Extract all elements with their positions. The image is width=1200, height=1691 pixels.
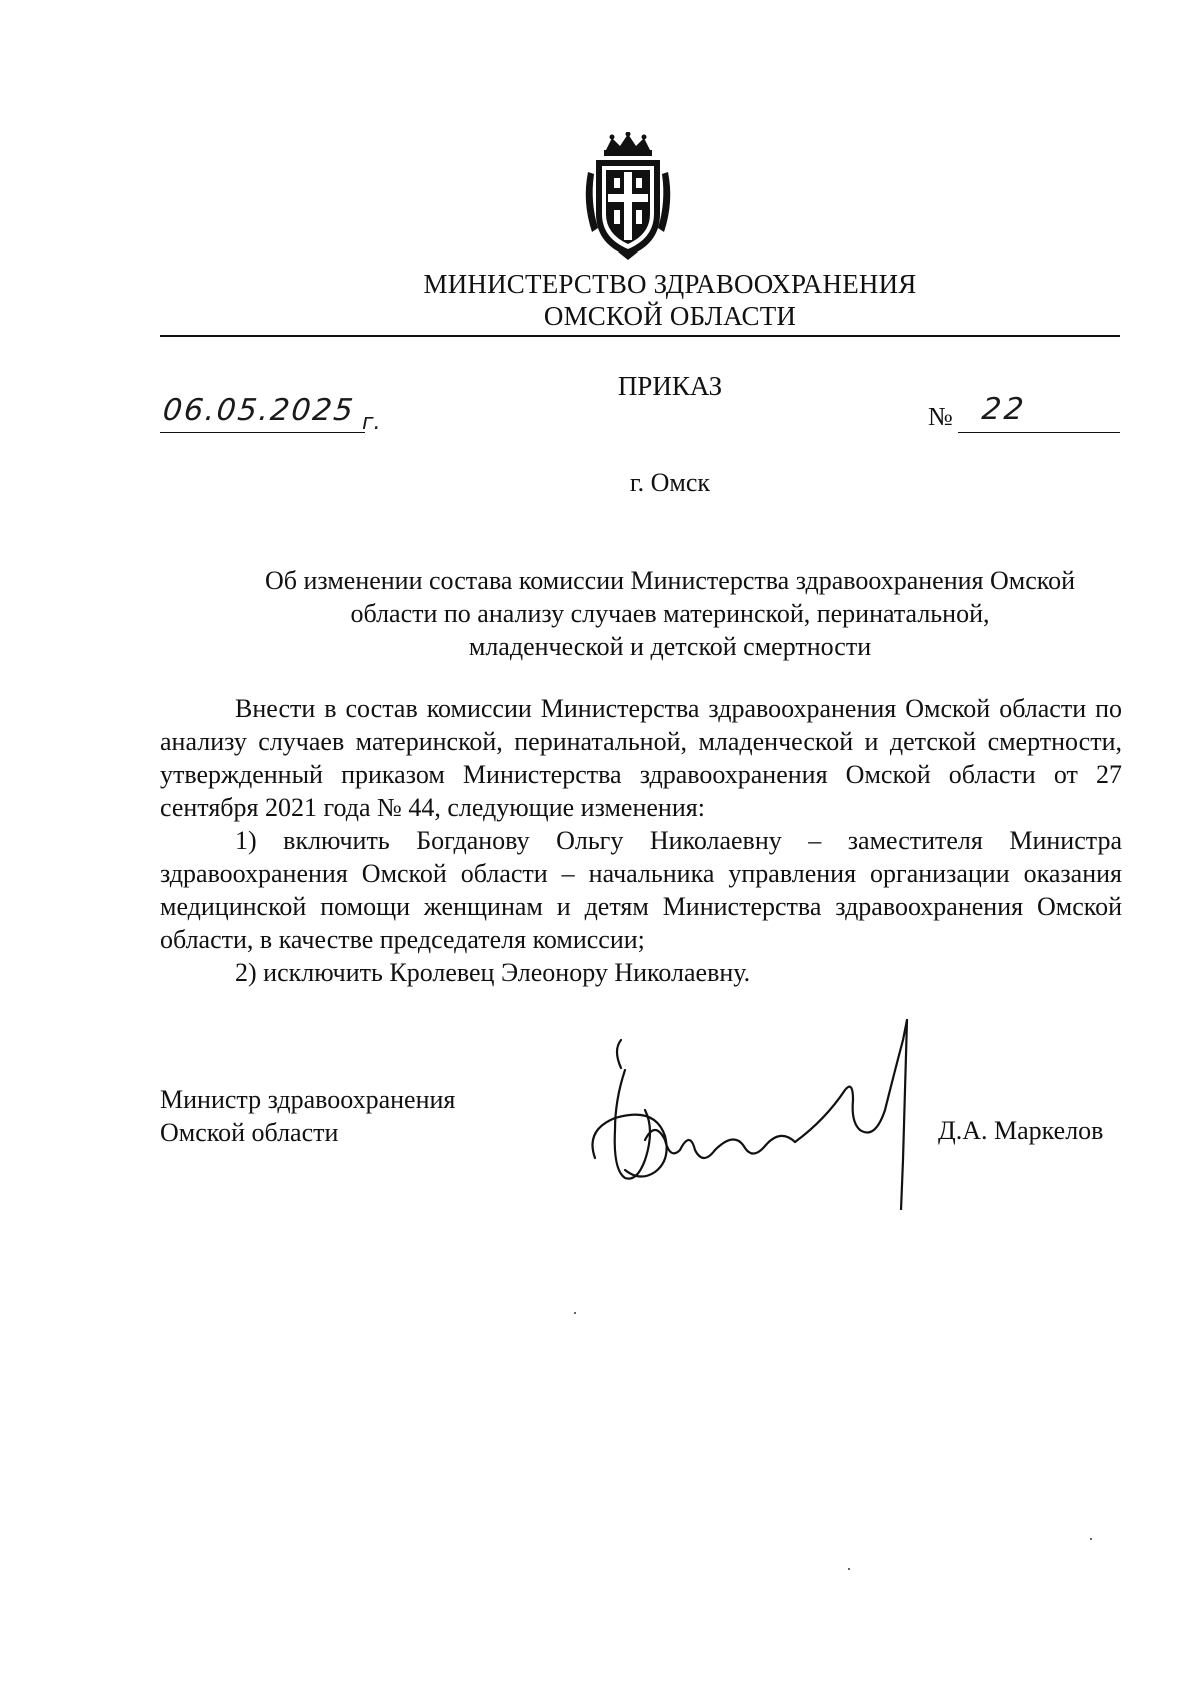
coat-of-arms-icon xyxy=(578,132,678,260)
scan-speck xyxy=(848,1568,850,1570)
signatory-position xyxy=(160,1083,455,1149)
handwritten-signature-icon xyxy=(585,1010,950,1210)
organization-name: МИНИСТЕРСТВО ЗДРАВООХРАНЕНИЯ xyxy=(423,269,917,299)
header-divider xyxy=(160,335,1120,337)
position-line: Министр здравоохранения xyxy=(160,1085,456,1114)
order-date: 06.05.2025 xyxy=(161,393,357,428)
position-line: Омской области xyxy=(160,1118,339,1147)
order-date-suffix: г. xyxy=(362,410,381,435)
signatory-name: Д.А. Маркелов xyxy=(938,1116,1104,1145)
order-number: 22 xyxy=(980,392,1029,427)
number-sign: № xyxy=(928,402,953,431)
body-item: 1) включить Богданову Ольгу Николаевну – заместителя Министра здравоохранения Омской области – начальника управления организации оказания медицинской помощи женщинам и детям Министерства здравоохранения Омской области, в качестве председателя комиссии; xyxy=(160,826,1122,954)
body-item: 2) исключить Кролевец Элеонору Николаевну. xyxy=(235,958,751,987)
subject-line: Об изменении состава комиссии Министерства здравоохранения Омской xyxy=(265,566,1075,595)
subject-line: младенческой и детской смертности xyxy=(468,632,872,661)
city: г. Омск xyxy=(629,468,711,497)
order-body xyxy=(160,692,1122,989)
scan-speck xyxy=(574,1312,576,1314)
scan-speck xyxy=(1090,1538,1092,1540)
number-underline xyxy=(958,432,1120,433)
document-type: ПРИКАЗ xyxy=(617,371,723,401)
body-paragraph: Внести в состав комиссии Министерства здравоохранения Омской области по анализу случаев материнской, перинатальной, младенческой и детской смертности, утвержденный приказом Министерства здравоохранения Омской области от 27 сентября 2021 года № 44, следующие изменения: xyxy=(160,694,1122,822)
organization-region: ОМСКОЙ ОБЛАСТИ xyxy=(543,301,797,331)
subject-line: области по анализу случаев материнской, перинатальной, xyxy=(350,599,990,628)
order-subject xyxy=(180,564,1160,663)
date-underline xyxy=(160,432,365,433)
